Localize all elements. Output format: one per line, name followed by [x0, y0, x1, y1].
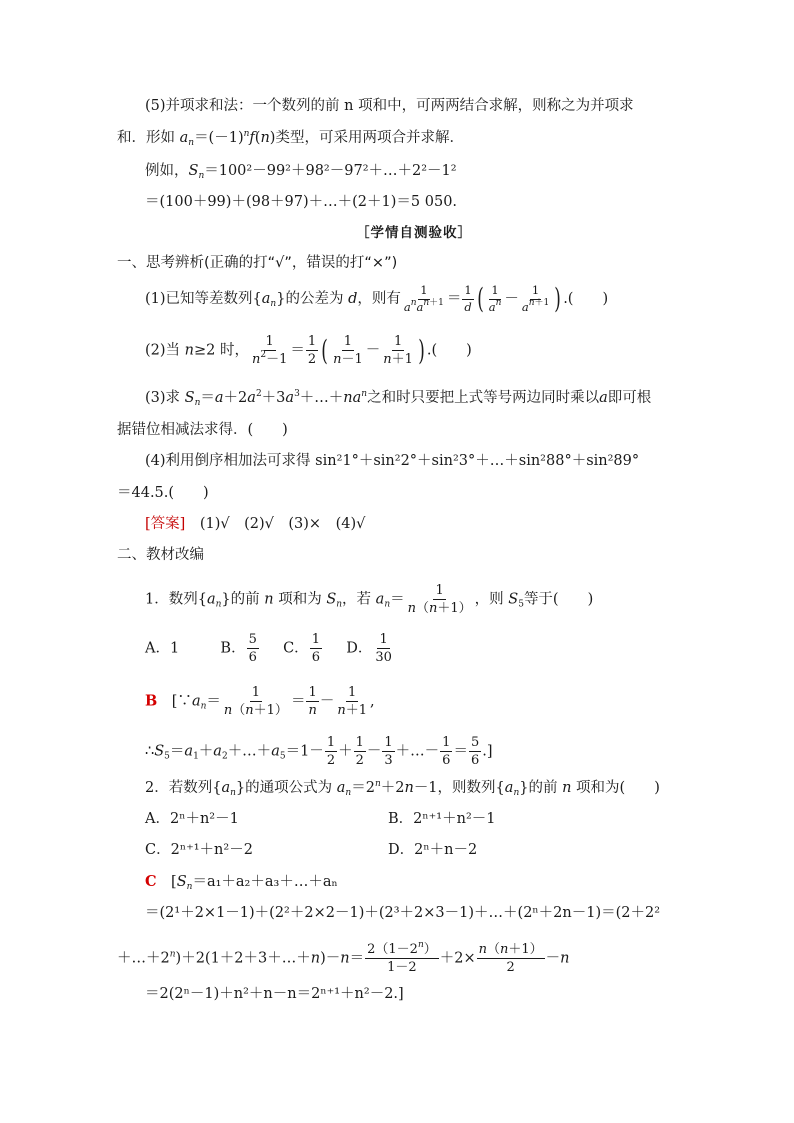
part1-q3-line2: 据错位相减法求得．( )	[117, 422, 288, 438]
option-c-fraction: $\frac{1}{6}$	[311, 632, 320, 665]
option-b-label: B．	[220, 640, 246, 657]
part1-q4-line1: (4)利用倒序相加法可求得 sin²1°＋sin²2°＋sin²3°＋…＋sin²88°＋sin²89°	[145, 453, 640, 469]
q1-fraction-b: $\frac{1}{a^{n+1}}$	[521, 283, 550, 314]
sol1-half-b: $\frac{1}{2}$	[355, 735, 364, 768]
intro-example: 例如，$S_n=100^2-99^2+98^2-97^2+\dots+2^2-1^2$	[145, 163, 457, 181]
part1-q1: (1)已知等差数列$\{a_n\}$的公差为 d，则有 $\frac{1}{a^na^{n+1}}$ ＝ $\frac{1}{d}$ ( $\frac{1}{a^n}$ － $\frac{1}{a^{n+1}}$ ) .( )	[145, 282, 609, 315]
part2-problem2-solution-4: ＝2(2ⁿ－1)＋n²＋n－n＝2ⁿ⁺¹＋n²－2.]	[145, 986, 404, 1002]
part2-problem2-solution-1: C [$S_n=a_1+a_2+a_3+\dots+a_n$	[145, 873, 338, 892]
p2-option-d: D．2ⁿ＋n－2	[388, 842, 478, 858]
part1-q4-line2: ＝44.5.( )	[117, 485, 209, 501]
part1-q3-line1: (3)求 $S_n=a+2a^2+3a^3+\dots+na^n$之和时只要把上式等号两边同时乘以a即可根	[145, 389, 652, 408]
part2-problem2-solution-2: ＝(2¹＋2×1－1)＋(2²＋2×2－1)＋(2³＋2×3－1)＋…＋(2ⁿ＋2n－1)＝(2＋2²	[145, 905, 661, 921]
option-d-fraction: $\frac{1}{30}$	[375, 632, 392, 665]
q2-fraction-coef: $\frac{1}{2}$	[307, 334, 317, 367]
sol1-sixth: $\frac{1}{6}$	[442, 735, 451, 768]
part2-problem1-solution-2: $\therefore S_5=a_1+a_2+\dots+a_5=1-$ $\frac{1}{2}$ ＋ $\frac{1}{2}$ － $\frac{1}{3}$ ＋…－ $\frac{1}{6}$ ＝ $\frac{5}{6}$ .]	[145, 735, 493, 768]
part2-title: 二、教材改编	[117, 547, 204, 563]
sol2-fraction-arith: $\frac{n(n+1)}{2}$	[478, 942, 543, 975]
answer-letter-1: B	[145, 692, 158, 710]
answer-letter-2: C	[145, 873, 157, 890]
sol2-fraction-geom: $\frac{2(1-2^n)}{1-2}$	[367, 940, 437, 975]
intro-line-2: 和．形如 $a_n=(-1)^nf(n)$类型，可采用两项合并求解．	[117, 129, 464, 148]
sol1-fraction-1n: $\frac{1}{n}$	[308, 685, 317, 718]
sol1-half-a: $\frac{1}{2}$	[326, 735, 336, 768]
part1-q2: (2)当 n≥2 时， $\frac{1}{n^2-1}$ ＝ $\frac{1}{2}$ ( $\frac{1}{n-1}$ － $\frac{1}{n+1}$ ) .( )	[145, 333, 472, 367]
q2-fraction-b: $\frac{1}{n+1}$	[383, 334, 413, 367]
answer-label: [答案]	[145, 516, 186, 532]
q2-fraction-lhs: $\frac{1}{n^2-1}$	[251, 334, 288, 367]
intro-line-1: (5)并项求和法：一个数列的前 n 项和中，可两两结合求解，则称之为并项求	[145, 98, 634, 114]
section-tag: ［学情自测验收］	[356, 225, 472, 241]
q1-fraction-lhs: $\frac{1}{a^na^{n+1}}$	[403, 283, 444, 314]
part1-title: 一、思考辨析(正确的打“√”，错误的打“×”)	[117, 255, 398, 271]
option-c-label: C．	[283, 640, 309, 657]
p1-fraction-an: $\frac{1}{n(n+1)}$	[407, 583, 472, 616]
sol1-third: $\frac{1}{3}$	[384, 735, 393, 768]
sol1-fraction-an: $\frac{1}{n(n+1)}$	[223, 685, 288, 718]
p2-option-a: A．2ⁿ＋n²－1	[145, 811, 239, 827]
part1-answers: [答案] (1)√ (2)√ (3)× (4)√	[145, 516, 366, 532]
q1-fraction-a: $\frac{1}{a^n}$	[488, 283, 502, 314]
part2-problem1-solution-1: B [$\because a_n=$ $\frac{1}{n(n+1)}$ ＝ $\frac{1}{n}$ － $\frac{1}{n+1}$ ,	[145, 685, 375, 718]
p2-option-c: C．2ⁿ⁺¹＋n²－2	[145, 842, 253, 858]
q2-fraction-a: $\frac{1}{n-1}$	[333, 334, 363, 367]
part2-problem2: 2．若数列$\{a_n\}$的通项公式为 $a_n=2^n+2n-1$，则数列$\{a_n\}$的前 n 项和为( )	[145, 779, 660, 798]
part2-problem1: 1．数列$\{a_n\}$的前 n 项和为 $S_n$，若 $a_n=$ $\frac{1}{n(n+1)}$ ，则 $S_5$等于( )	[145, 583, 594, 616]
sol1-fraction-1n1: $\frac{1}{n+1}$	[337, 685, 367, 718]
option-d-label: D．	[346, 640, 373, 657]
option-b-fraction: $\frac{5}{6}$	[248, 632, 257, 665]
p2-option-b: B．2ⁿ⁺¹＋n²－1	[388, 811, 496, 827]
part2-problem1-options	[145, 633, 395, 664]
option-a: A．1	[145, 640, 180, 657]
q1-fraction-coef: $\frac{1}{d}$	[464, 283, 472, 314]
sol1-result: $\frac{5}{6}$	[470, 735, 480, 768]
part2-problem2-solution-3: $+\dots+2^n)+2(1+2+3+\dots+n)-n=$ $\frac{2(1-2^n)}{1-2}$ ＋2× $\frac{n(n+1)}{2}$ －n	[117, 940, 570, 975]
intro-example-result: ＝(100＋99)＋(98＋97)＋…＋(2＋1)＝5 050.	[145, 194, 458, 210]
